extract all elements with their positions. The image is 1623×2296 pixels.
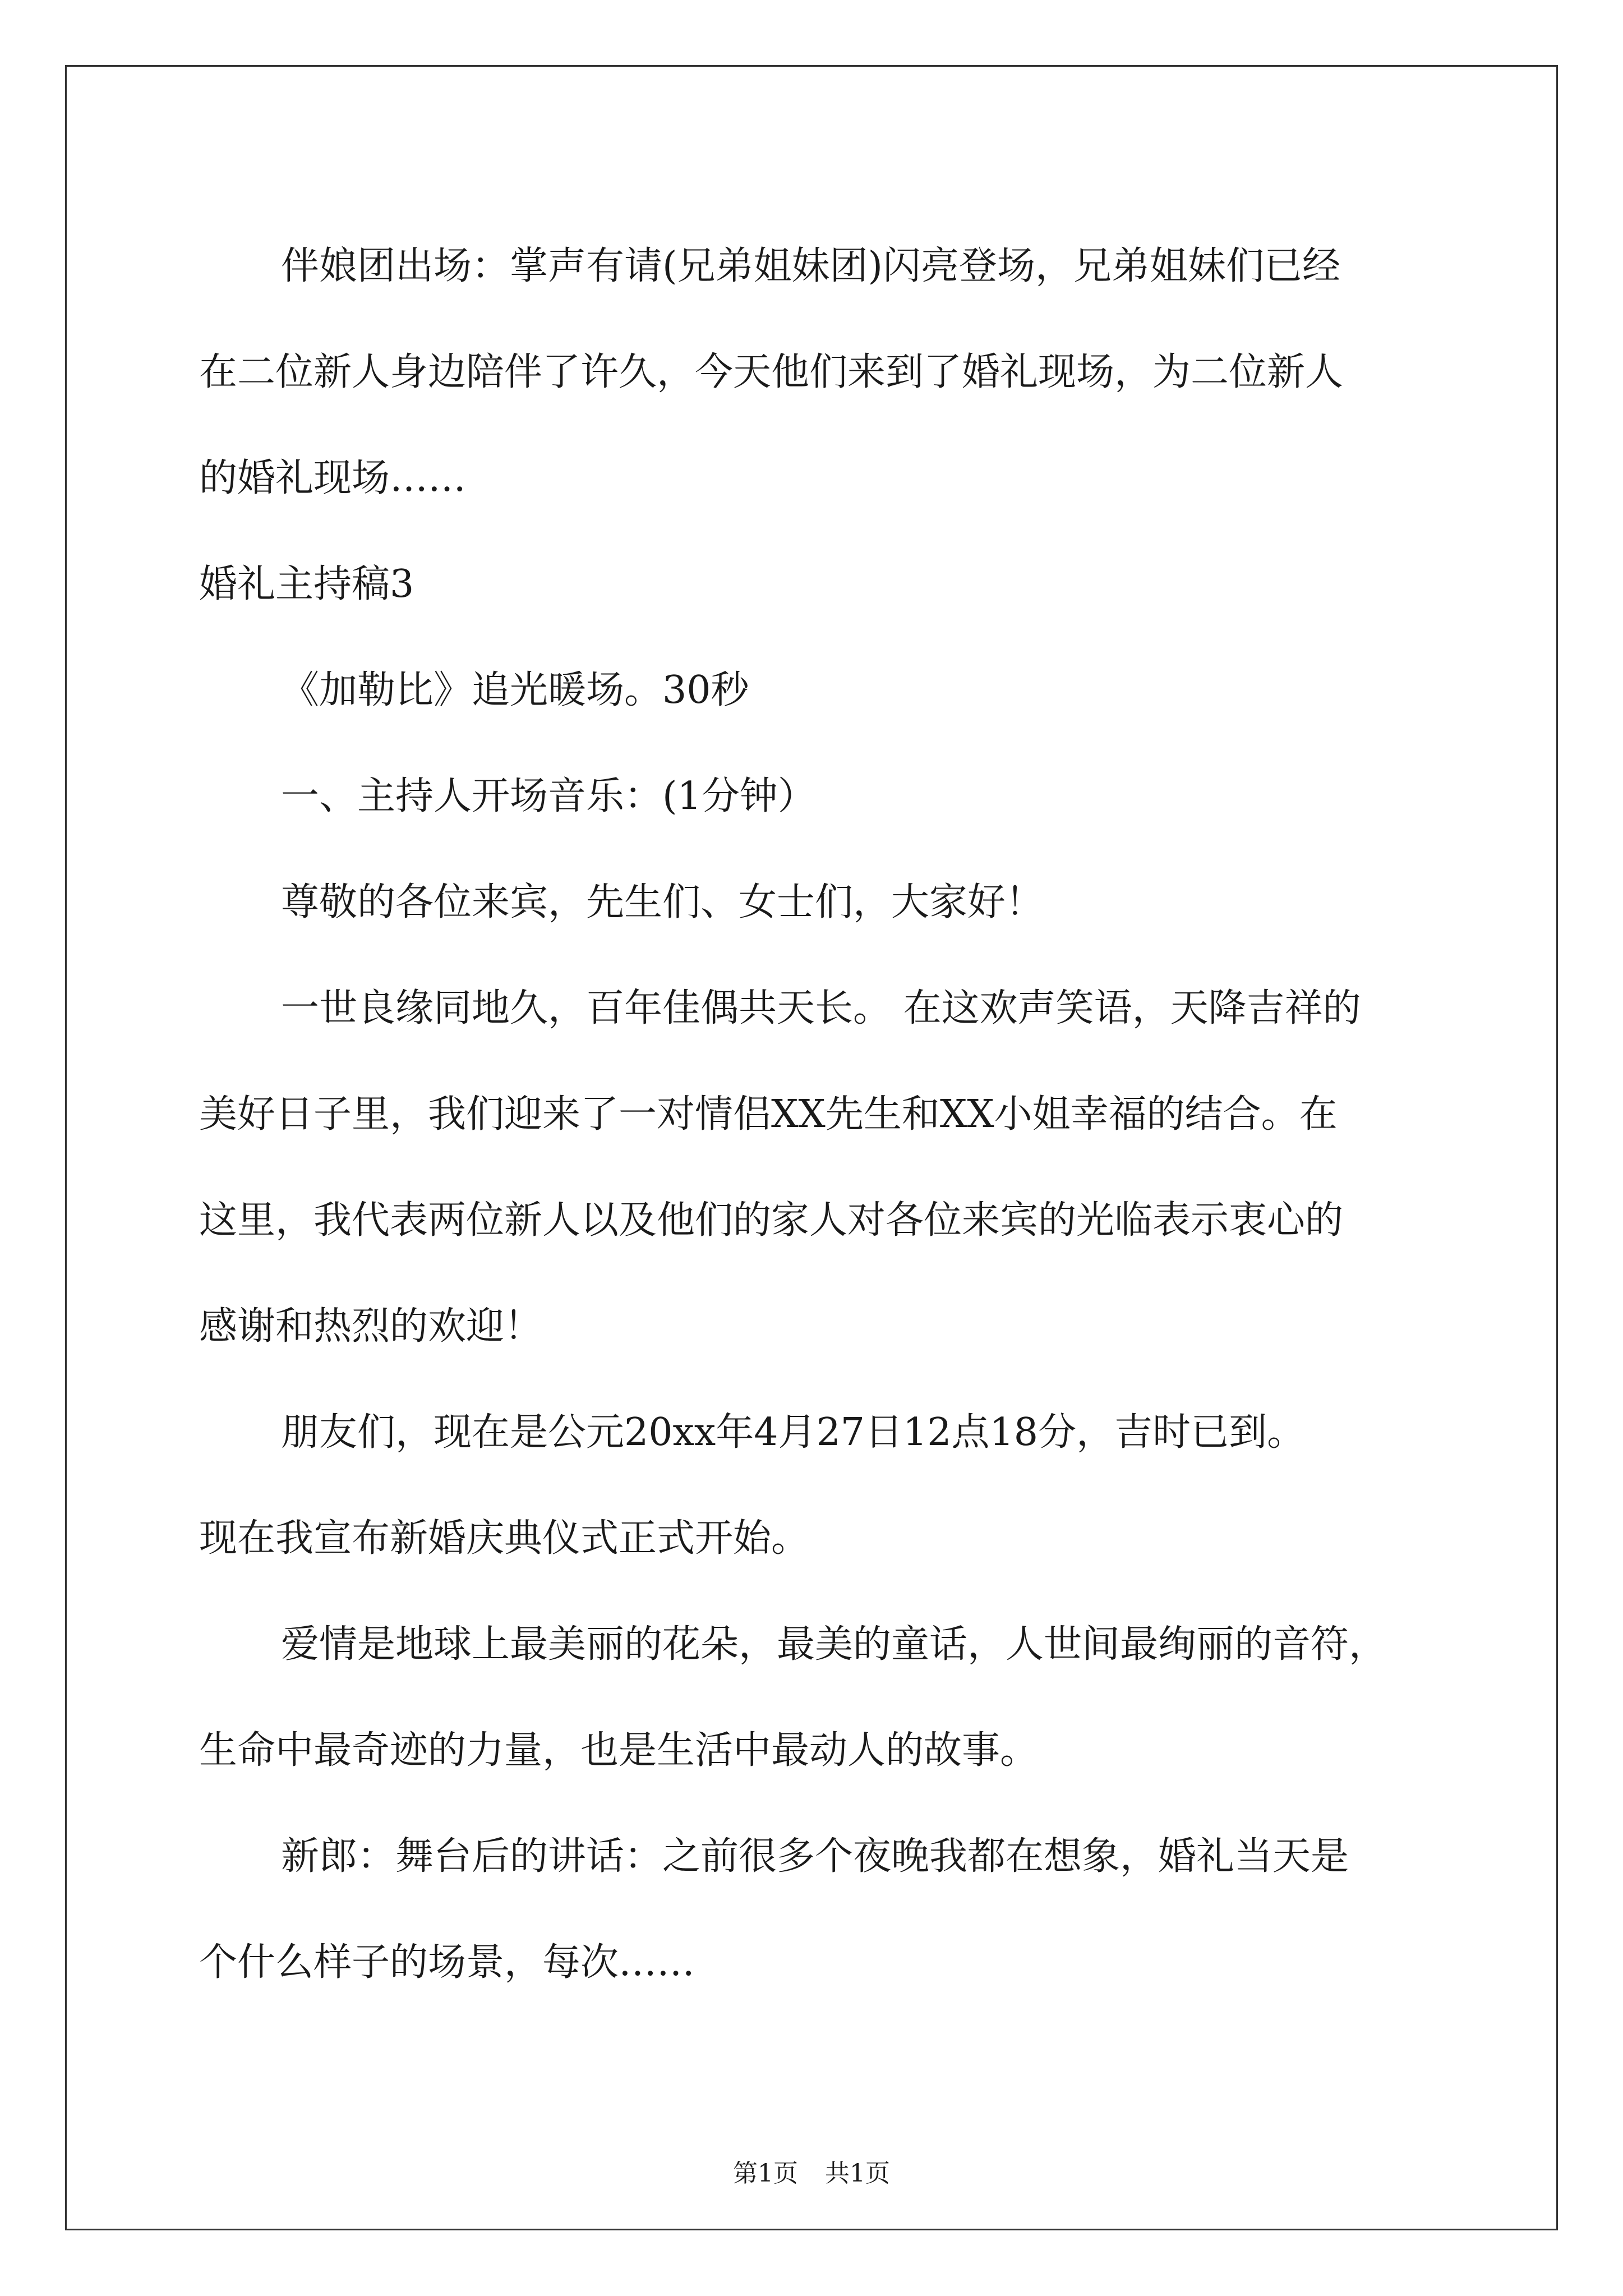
text-line: 这里，我代表两位新人以及他们的家人对各位来宾的光临表示衷心的	[199, 1198, 1344, 1243]
paragraph	[199, 637, 1433, 743]
text-line: 一、主持人开场音乐：(1分钟）	[281, 774, 816, 818]
page-footer	[0, 2157, 1623, 2191]
text-line: 感谢和热烈的欢迎！	[199, 1304, 543, 1349]
text-line: 一世良缘同地久，百年佳偶共天长。 在这欢声笑语，天降吉祥的	[281, 986, 1361, 1030]
paragraph	[199, 955, 1433, 1379]
paragraph	[199, 1379, 1433, 1591]
text-line: 伴娘团出场：掌声有请(兄弟姐妹团)闪亮登场，兄弟姐妹们已经	[281, 244, 1341, 288]
text-line: 在二位新人身边陪伴了许久，今天他们来到了婚礼现场，为二位新人	[199, 350, 1344, 394]
document-body	[199, 213, 1433, 2016]
text-line: 的婚礼现场……	[199, 456, 467, 500]
text-line: 新郎：舞台后的讲话：之前很多个夜晚我都在想象，婚礼当天是	[281, 1834, 1349, 1879]
section-heading	[199, 531, 1433, 637]
page-number: 第1页	[733, 2159, 798, 2188]
page-total: 共1页	[825, 2159, 890, 2188]
paragraph	[199, 1591, 1433, 1803]
paragraph	[199, 213, 1433, 531]
text-line: 个什么样子的场景，每次……	[199, 1940, 695, 1985]
text-line: 《加勒比》追光暖场。30秒	[281, 668, 749, 712]
text-line: 朋友们，现在是公元20xx年4月27日12点18分，吉时已到。	[281, 1410, 1306, 1455]
paragraph	[199, 1803, 1433, 2016]
paragraph	[199, 849, 1433, 955]
text-line: 婚礼主持稿3	[199, 562, 414, 606]
text-line: 现在我宣布新婚庆典仪式正式开始。	[199, 1516, 810, 1561]
text-line: 爱情是地球上最美丽的花朵，最美的童话，人世间最绚丽的音符，	[281, 1622, 1387, 1667]
text-line: 尊敬的各位来宾，先生们、女士们，大家好！	[281, 880, 1044, 924]
text-line: 美好日子里，我们迎来了一对情侣XX先生和XX小姐幸福的结合。在	[199, 1092, 1338, 1137]
text-line: 生命中最奇迹的力量，也是生活中最动人的故事。	[199, 1728, 1039, 1773]
paragraph	[199, 743, 1433, 849]
